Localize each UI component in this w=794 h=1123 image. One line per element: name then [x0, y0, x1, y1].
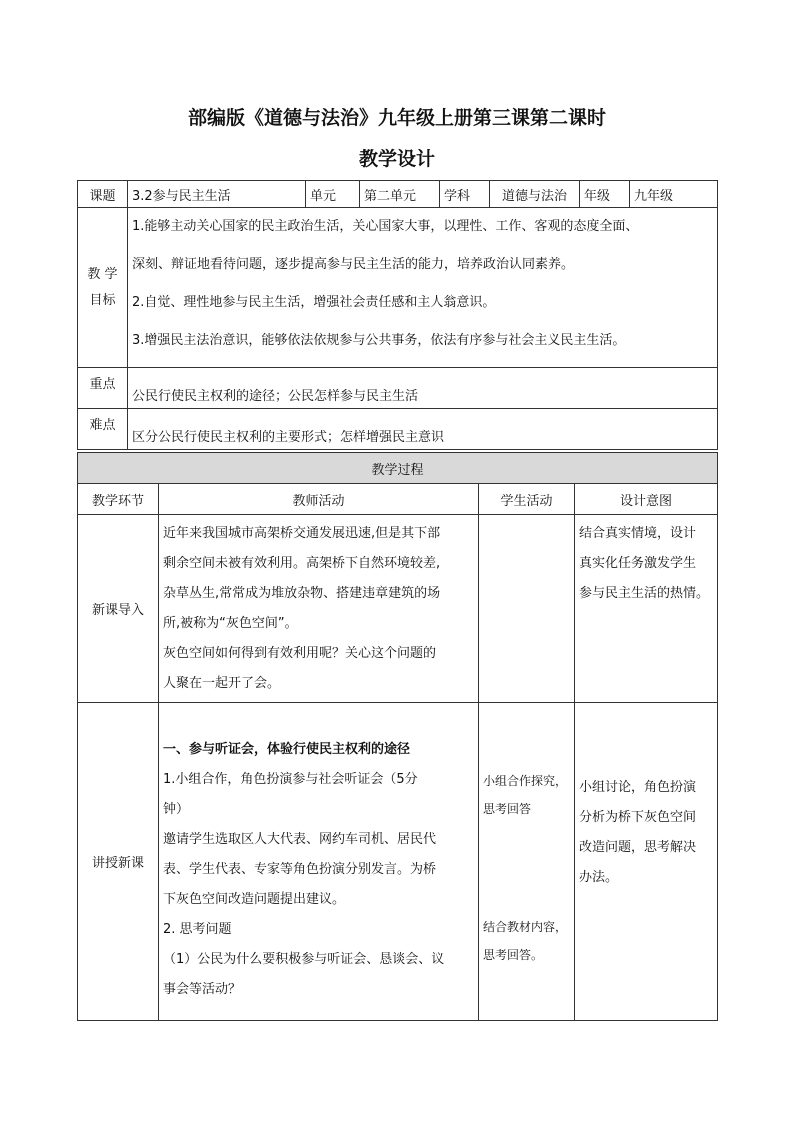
grade-label: 年级: [580, 181, 630, 208]
stage-intro: 新课导入: [78, 515, 159, 703]
stage-lecture: 讲授新课: [78, 703, 159, 1021]
text-line: 改造问题，思考解决: [579, 840, 697, 855]
doc-title: 部编版《道德与法治》九年级上册第三课第二课时: [187, 107, 606, 129]
goals-label-line1: 教 学: [87, 266, 118, 282]
goals-content: [128, 208, 718, 368]
goals-label-line2: 目标: [89, 292, 116, 308]
text-line: （1）公民为什么要积极参与听证会、恳谈会、议: [163, 952, 445, 967]
grade-value: 九年级: [630, 181, 718, 208]
key-value: 公民行使民主权利的途径；公民怎样参与民主生活: [128, 368, 718, 409]
info-row-course: [78, 181, 718, 208]
text-line: 结合真实情境，设计: [579, 526, 697, 541]
text-line: 人聚在一起开了会。: [163, 676, 281, 691]
text-line: 思考回答。: [483, 948, 544, 962]
text-line: 真实化任务激发学生: [579, 556, 697, 571]
process-header-row: [78, 453, 718, 484]
text-line: 2. 思考问题: [163, 922, 232, 937]
text-line: 思考回答: [483, 802, 532, 816]
subject-value: 道德与法治: [490, 181, 580, 208]
teacher-intro: [159, 515, 479, 703]
text-line: 灰色空间如何得到有效利用呢？关心这个问题的: [163, 646, 437, 661]
text-line: 结合教材内容，: [483, 920, 568, 934]
text-line: 事会等活动？: [163, 982, 242, 997]
process-header: 教学过程: [78, 453, 718, 484]
goal-line: 1.能够主动关心国家的民主政治生活，关心国家大事，以理性、工作、客观的态度全面、: [132, 219, 639, 234]
col-stage: 教学环节: [78, 484, 159, 515]
subject-label: 学科: [440, 181, 490, 208]
text-line: 表、学生代表、专家等角色扮演分别发言。为桥: [163, 862, 437, 877]
text-line: 邀请学生选取区人大代表、网约车司机、居民代: [163, 832, 437, 847]
doc-subtitle: 教学设计: [358, 148, 435, 170]
difficult-label: 难点: [78, 409, 128, 450]
process-columns-row: [78, 484, 718, 515]
text-line: 下灰色空间改造问题提出建议。: [163, 892, 346, 907]
section-heading: 一、参与听证会，体验行使民主权利的途径: [163, 742, 411, 757]
unit-label: 单元: [306, 181, 360, 208]
text-line: 小组合作探究，: [483, 774, 568, 788]
student-note-a: [483, 767, 570, 823]
col-teacher: 教师活动: [159, 484, 479, 515]
text-line: 参与民主生活的热情。: [579, 586, 710, 601]
key-label: 重点: [78, 368, 128, 409]
teacher-lecture: [159, 703, 479, 1021]
student-intro: [479, 515, 575, 703]
goal-line: 深刻、辩证地看待问题，逐步提高参与民主生活的能力，培养政治认同素养。: [132, 257, 575, 272]
text-line: 钟）: [163, 802, 190, 817]
info-row-key: [78, 368, 718, 409]
text-line: 办法。: [579, 870, 619, 885]
col-student: 学生活动: [479, 484, 575, 515]
goals-label: [78, 208, 128, 368]
goal-line: 3.增强民主法治意识，能够依法依规参与公共事务，依法有序参与社会主义民主生活。: [132, 333, 626, 348]
course-label: 课题: [78, 181, 128, 208]
col-intent: 设计意图: [575, 484, 718, 515]
process-row-intro: [78, 515, 718, 703]
text-line: 分析为桥下灰色空间: [579, 810, 697, 825]
process-row-lecture: [78, 703, 718, 1021]
info-row-difficult: [78, 409, 718, 450]
info-row-goals: [78, 208, 718, 368]
info-table: [77, 180, 718, 450]
student-lecture: [479, 703, 575, 1021]
text-line: 近年来我国城市高架桥交通发展迅速,但是其下部: [163, 526, 441, 541]
unit-value: 第二单元: [360, 181, 440, 208]
intent-lecture: [575, 703, 718, 1021]
difficult-value: 区分公民行使民主权利的主要形式；怎样增强民主意识: [128, 409, 718, 450]
process-table: [77, 452, 718, 1021]
text-line: 所,被称为“灰色空间”。: [163, 616, 298, 631]
intent-intro: [575, 515, 718, 703]
text-line: 小组讨论，角色扮演: [579, 780, 697, 795]
text-line: 剩余空间未被有效利用。高架桥下自然环境较差,: [163, 556, 441, 571]
student-note-b: [483, 913, 570, 969]
course-value: 3.2参与民主生活: [128, 181, 306, 208]
text-line: 1.小组合作，角色扮演参与社会听证会（5分: [163, 772, 418, 787]
goal-line: 2.自觉、理性地参与民主生活，增强社会责任感和主人翁意识。: [132, 295, 496, 310]
text-line: 杂草丛生,常常成为堆放杂物、搭建违章建筑的场: [163, 586, 441, 601]
